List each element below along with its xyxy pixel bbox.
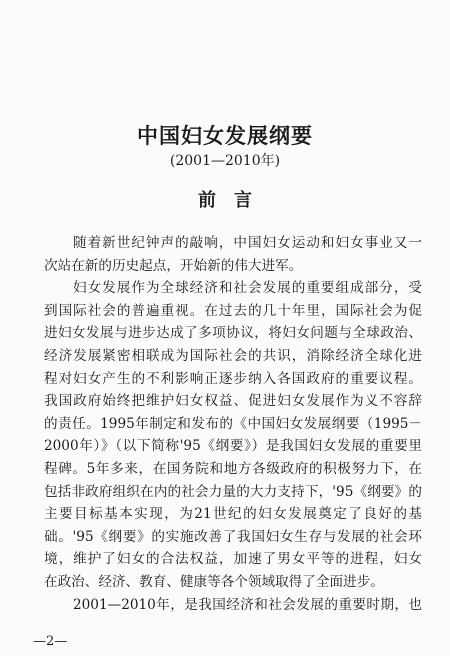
text-line: 2001—2010年，是我国经济和社会发展的重要时期，也 [73,596,422,613]
body-text [44,232,422,616]
text-line: 进妇女发展与进步达成了多项协议，将妇女问题与全球政治、 [44,325,422,342]
text-line: 到国际社会的普遍重视。在过去的几十年里，国际社会为促 [44,302,422,319]
text-line: 础。'95《纲要》的实施改善了我国妇女生存与发展的社会环 [44,528,422,545]
page-number: —2— [33,634,68,649]
text-line: 的责任。1995年制定和发布的《中国妇女发展纲要（1995－ [44,415,422,432]
text-line: 程碑。5年多来，在国务院和地方各级政府的积极努力下，在 [44,460,422,477]
text-line: 程对妇女产生的不利影响正逐步纳入各国政府的重要议程。 [44,370,422,387]
text-line: 在政治、经济、教育、健康等各个领域取得了全面进步。 [44,573,384,590]
text-line: 我国政府始终把维护妇女权益、促进妇女发展作为义不容辞 [44,393,422,410]
text-line: 随着新世纪钟声的敲响，中国妇女运动和妇女事业又一 [73,235,422,251]
text-line: 2000年）》（以下简称'95《纲要》）是我国妇女发展的重要里 [44,438,422,455]
text-line: 妇女发展作为全球经济和社会发展的重要组成部分，受 [73,280,422,297]
text-line: 包括非政府组织在内的社会力量的大力支持下，'95《纲要》的 [44,483,422,500]
text-line: 境，维护了妇女的合法权益，加速了男女平等的进程，妇女 [44,551,422,568]
document-subtitle: (2001—2010年) [169,153,281,169]
text-line: 主要目标基本实现，为21世纪的妇女发展奠定了良好的基 [44,506,422,523]
text-line: 次站在新的历史起点，开始新的伟大进军。 [44,257,303,274]
document-title: 中国妇女发展纲要 [137,124,313,148]
text-line: 经济发展紧密相联成为国际社会的共识，消除经济全球化进 [44,347,422,364]
section-heading: 前言 [198,190,270,211]
